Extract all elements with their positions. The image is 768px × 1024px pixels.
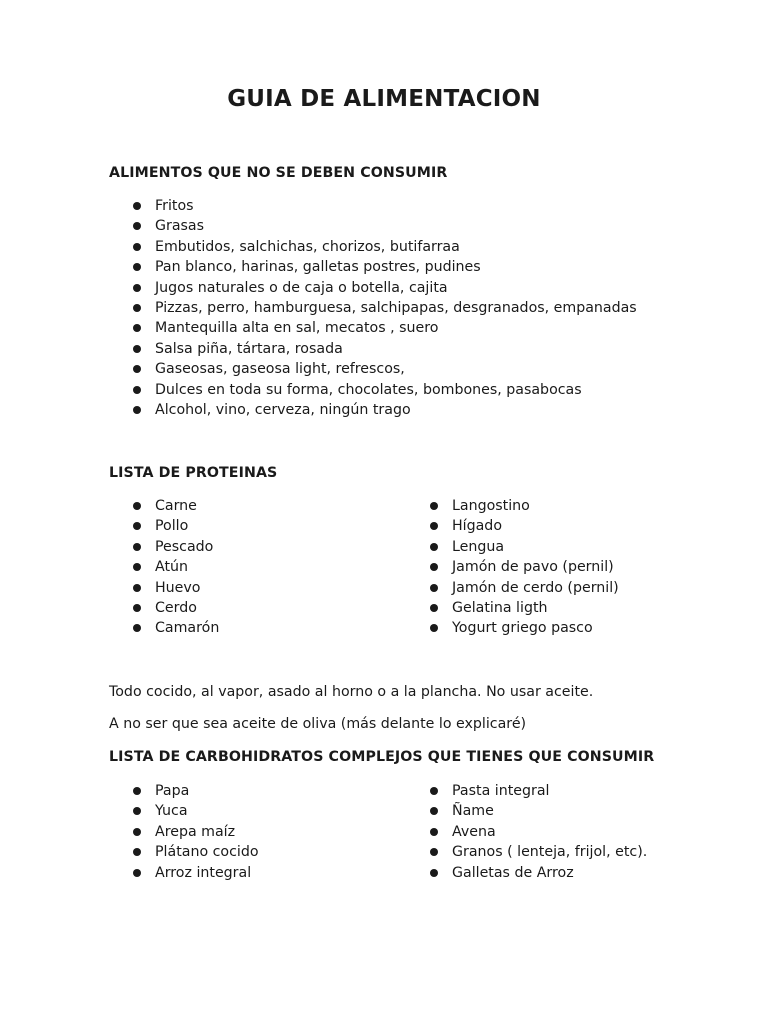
olive-oil-note: A no ser que sea aceite de oliva (más delante lo explicaré): [109, 716, 527, 732]
list-item: [109, 359, 637, 379]
list-item: [109, 318, 637, 338]
section-heading-avoid: ALIMENTOS QUE NO SE DEBEN CONSUMIR: [109, 165, 448, 181]
cooking-note: Todo cocido, al vapor, asado al horno o a la plancha. No usar aceite.: [109, 684, 594, 700]
carbs-list-left: [109, 781, 259, 883]
bullet-icon: [133, 522, 141, 530]
list-item: [109, 618, 219, 638]
list-item-text: Alcohol, vino, cerveza, ningún trago: [155, 401, 411, 418]
bullet-icon: [133, 222, 141, 230]
bullet-icon: [133, 304, 141, 312]
list-item-text: Jamón de cerdo (pernil): [452, 579, 619, 596]
avoid-list: [109, 196, 637, 420]
list-item-text: Yogurt griego pasco: [452, 620, 593, 637]
list-item-text: Embutidos, salchichas, chorizos, butifarraa: [155, 238, 460, 255]
list-item: [109, 339, 637, 359]
list-item-text: Cerdo: [155, 599, 197, 616]
list-item-text: Papa: [155, 783, 190, 799]
list-item: [406, 537, 619, 557]
list-item-text: Plátano cocido: [155, 844, 259, 861]
bullet-icon: [430, 624, 438, 632]
list-item-text: Pan blanco, harinas, galletas postres, pudines: [155, 259, 481, 276]
bullet-icon: [133, 324, 141, 332]
bullet-icon: [133, 406, 141, 414]
bullet-icon: [133, 365, 141, 373]
bullet-icon: [133, 284, 141, 292]
list-item: [109, 257, 637, 277]
list-item-text: Atún: [155, 559, 189, 576]
list-item: [406, 801, 647, 821]
list-item: [406, 516, 619, 536]
list-item-text: Ñame: [452, 803, 494, 820]
list-item: [406, 578, 619, 598]
carbs-list-right: [406, 781, 647, 883]
list-item: [109, 781, 259, 801]
bullet-icon: [430, 563, 438, 571]
bullet-icon: [430, 502, 438, 510]
list-item-text: Granos ( lenteja, frijol, etc).: [452, 844, 648, 861]
bullet-icon: [430, 807, 438, 815]
list-item: [109, 216, 637, 236]
list-item: [109, 380, 637, 400]
list-item-text: Gelatina ligth: [452, 599, 548, 616]
list-item: [109, 516, 219, 536]
bullet-icon: [133, 787, 141, 795]
bullet-icon: [430, 584, 438, 592]
list-item-text: Langostino: [452, 498, 530, 514]
bullet-icon: [133, 202, 141, 210]
bullet-icon: [133, 624, 141, 632]
list-item: [406, 842, 647, 862]
bullet-icon: [133, 502, 141, 510]
list-item: [109, 537, 219, 557]
list-item: [406, 822, 647, 842]
bullet-icon: [133, 807, 141, 815]
list-item-text: Dulces en toda su forma, chocolates, bombones, pasabocas: [155, 381, 582, 398]
list-item: [406, 557, 619, 577]
list-item: [109, 237, 637, 257]
list-item-text: Hígado: [452, 518, 502, 535]
list-item-text: Lengua: [452, 538, 505, 555]
list-item-text: Arroz integral: [155, 864, 252, 881]
list-item: [109, 400, 637, 420]
bullet-icon: [133, 386, 141, 394]
bullet-icon: [430, 869, 438, 877]
list-item-text: Pollo: [155, 518, 189, 535]
bullet-icon: [133, 263, 141, 271]
bullet-icon: [133, 869, 141, 877]
list-item: [109, 557, 219, 577]
list-item: [406, 496, 619, 516]
list-item-text: Camarón: [155, 620, 220, 637]
list-item: [406, 598, 619, 618]
list-item: [406, 781, 647, 801]
page-title: GUIA DE ALIMENTACION: [227, 86, 541, 112]
list-item: [109, 196, 637, 216]
bullet-icon: [133, 243, 141, 251]
bullet-icon: [430, 848, 438, 856]
bullet-icon: [133, 563, 141, 571]
list-item: [109, 822, 259, 842]
bullet-icon: [430, 828, 438, 836]
proteins-list-right: [406, 496, 619, 639]
bullet-icon: [430, 543, 438, 551]
list-item-text: Yuca: [155, 803, 188, 820]
list-item-text: Jugos naturales o de caja o botella, cajita: [155, 279, 448, 296]
bullet-icon: [133, 828, 141, 836]
bullet-icon: [133, 604, 141, 612]
list-item: [406, 618, 619, 638]
list-item: [109, 863, 259, 883]
list-item-text: Grasas: [155, 218, 204, 235]
list-item-text: Avena: [452, 823, 496, 840]
section-heading-carbs: LISTA DE CARBOHIDRATOS COMPLEJOS QUE TIENES QUE CONSUMIR: [109, 749, 655, 765]
bullet-icon: [133, 848, 141, 856]
list-item-text: Salsa piña, tártara, rosada: [155, 340, 343, 357]
bullet-icon: [430, 787, 438, 795]
list-item-text: Carne: [155, 498, 197, 514]
bullet-icon: [430, 604, 438, 612]
list-item-text: Galletas de Arroz: [452, 864, 574, 881]
list-item-text: Mantequilla alta en sal, mecatos , suero: [155, 320, 439, 337]
bullet-icon: [133, 543, 141, 551]
list-item-text: Fritos: [155, 198, 194, 214]
list-item: [109, 278, 637, 298]
list-item-text: Gaseosas, gaseosa light, refrescos,: [155, 361, 405, 378]
list-item-text: Pescado: [155, 538, 214, 555]
list-item-text: Jamón de pavo (pernil): [452, 559, 614, 576]
list-item-text: Pizzas, perro, hamburguesa, salchipapas, desgranados, empanadas: [155, 299, 637, 316]
list-item: [109, 298, 637, 318]
bullet-icon: [133, 584, 141, 592]
list-item: [109, 496, 219, 516]
bullet-icon: [133, 345, 141, 353]
list-item: [109, 801, 259, 821]
bullet-icon: [430, 522, 438, 530]
proteins-list-left: [109, 496, 219, 639]
list-item: [109, 598, 219, 618]
list-item: [406, 863, 647, 883]
list-item-text: Pasta integral: [452, 783, 550, 799]
list-item-text: Huevo: [155, 579, 201, 596]
list-item: [109, 578, 219, 598]
list-item: [109, 842, 259, 862]
list-item-text: Arepa maíz: [155, 823, 236, 840]
section-heading-proteins: LISTA DE PROTEINAS: [109, 465, 278, 481]
